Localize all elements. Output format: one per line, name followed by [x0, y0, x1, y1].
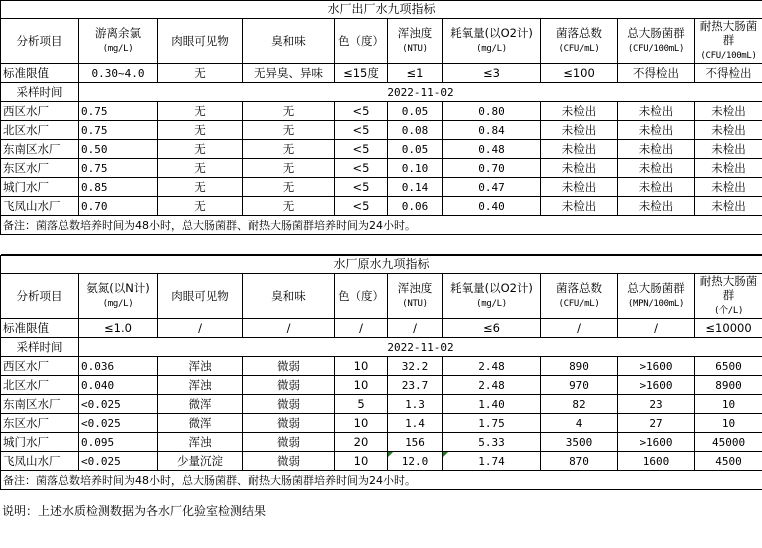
table-row — [1, 102, 762, 121]
table-cell: 12.0 — [388, 452, 443, 471]
header-cell: 总大肠菌群 (CFU/100mL) — [618, 19, 695, 64]
table-cell: 未检出 — [541, 159, 618, 178]
finished-water-table — [0, 0, 762, 255]
header-cell: 菌落总数 (CFU/mL) — [541, 19, 618, 64]
table-cell: 无 — [158, 140, 243, 159]
table-cell: 未检出 — [618, 140, 695, 159]
table-cell: 不得检出 — [618, 64, 695, 83]
table-cell: ≤15度 — [335, 64, 388, 83]
table-cell: 未检出 — [618, 159, 695, 178]
header-cell: 肉眼可见物 — [158, 19, 243, 64]
table-cell: >1600 — [618, 433, 695, 452]
table-cell: 4 — [541, 414, 618, 433]
table-cell: 无 — [243, 197, 335, 216]
table-cell: 1.75 — [443, 414, 541, 433]
table-cell: >1600 — [618, 357, 695, 376]
table-cell: <0.025 — [79, 395, 158, 414]
table-cell: / — [388, 319, 443, 338]
table-cell: 未检出 — [541, 140, 618, 159]
header-cell: 氨氮(以N计) (mg/L) — [79, 274, 158, 319]
table-cell: 0.84 — [443, 121, 541, 140]
table-cell: 10 — [695, 395, 762, 414]
table-cell: 0.06 — [388, 197, 443, 216]
table-cell: ≤100 — [541, 64, 618, 83]
table-cell: 未检出 — [695, 121, 762, 140]
table-cell: 微浑 — [158, 395, 243, 414]
table-row — [1, 159, 762, 178]
table-cell: 0.036 — [79, 357, 158, 376]
table-cell: 0.14 — [388, 178, 443, 197]
table-title-row — [1, 1, 762, 19]
header-cell: 耐热大肠菌群 (个/L) — [695, 274, 762, 319]
header-cell: 臭和味 — [243, 19, 335, 64]
table-cell: 微弱 — [243, 452, 335, 471]
table-cell: 0.40 — [443, 197, 541, 216]
table-cell: 0.85 — [79, 178, 158, 197]
table-cell: 无异臭、异味 — [243, 64, 335, 83]
table-cell: 6500 — [695, 357, 762, 376]
table-title: 水厂原水九项指标 — [1, 256, 762, 274]
table-row — [1, 452, 762, 471]
plant-name: 东南区水厂 — [1, 395, 79, 414]
plant-name: 飞凤山水厂 — [1, 197, 79, 216]
table-cell: 未检出 — [618, 178, 695, 197]
plant-name: 飞凤山水厂 — [1, 452, 79, 471]
header-cell: 菌落总数 (CFU/mL) — [541, 274, 618, 319]
header-cell: 分析项目 — [1, 19, 79, 64]
table-cell: 未检出 — [695, 178, 762, 197]
table-cell: / — [335, 319, 388, 338]
note-row — [1, 471, 762, 490]
header-row — [1, 274, 762, 319]
header-cell: 耗氧量(以O2计) (mg/L) — [443, 274, 541, 319]
table-cell: 0.75 — [79, 159, 158, 178]
table-cell: ≤6 — [443, 319, 541, 338]
table-cell: 无 — [158, 178, 243, 197]
table-note: 备注：菌落总数培养时间为48小时，总大肠菌群、耐热大肠菌群培养时间为24小时。 — [1, 471, 762, 490]
table-cell: 0.70 — [443, 159, 541, 178]
table-cell: 未检出 — [541, 121, 618, 140]
table-cell: 27 — [618, 414, 695, 433]
table-cell: 0.08 — [388, 121, 443, 140]
table-cell: <0.025 — [79, 414, 158, 433]
table-cell: 浑浊 — [158, 433, 243, 452]
table-cell: 10 — [335, 357, 388, 376]
plant-name: 城门水厂 — [1, 178, 79, 197]
header-cell: 总大肠菌群 (MPN/100mL) — [618, 274, 695, 319]
sampling-date: 2022-11-02 — [79, 338, 762, 357]
header-cell: 色（度） — [335, 274, 388, 319]
table-cell: 未检出 — [541, 197, 618, 216]
table-cell: 970 — [541, 376, 618, 395]
table-cell: 10 — [335, 376, 388, 395]
table-cell: 0.040 — [79, 376, 158, 395]
table-cell: 10 — [695, 414, 762, 433]
table-cell: 5.33 — [443, 433, 541, 452]
table-cell: 微弱 — [243, 433, 335, 452]
table-row — [1, 376, 762, 395]
header-cell: 肉眼可见物 — [158, 274, 243, 319]
standard-limit-row — [1, 64, 762, 83]
table-cell: ≤1.0 — [79, 319, 158, 338]
table-cell: 无 — [243, 102, 335, 121]
note-row — [1, 216, 762, 235]
row-label: 标准限值 — [1, 64, 79, 83]
table-cell: 0.47 — [443, 178, 541, 197]
table-cell: 0.10 — [388, 159, 443, 178]
table-cell: <5 — [335, 102, 388, 121]
table-cell: 0.80 — [443, 102, 541, 121]
table-cell: 未检出 — [695, 140, 762, 159]
sampling-date-row — [1, 83, 762, 102]
plant-name: 东南区水厂 — [1, 140, 79, 159]
table-cell: 45000 — [695, 433, 762, 452]
table-row — [1, 121, 762, 140]
table-cell: 无 — [158, 64, 243, 83]
table-cell: 不得检出 — [695, 64, 762, 83]
header-cell: 分析项目 — [1, 274, 79, 319]
plant-name: 北区水厂 — [1, 376, 79, 395]
table-cell: ≤3 — [443, 64, 541, 83]
table-cell: 无 — [158, 102, 243, 121]
table-title-row — [1, 256, 762, 274]
table-cell: 4500 — [695, 452, 762, 471]
row-label: 标准限值 — [1, 319, 79, 338]
spacer-cell — [1, 235, 762, 255]
table-cell: / — [243, 319, 335, 338]
table-cell: 23.7 — [388, 376, 443, 395]
table-cell: 10 — [335, 414, 388, 433]
table-cell: 10 — [335, 452, 388, 471]
header-cell: 浑浊度 (NTU) — [388, 19, 443, 64]
table-cell: 浑浊 — [158, 376, 243, 395]
table-row — [1, 395, 762, 414]
table-cell: 未检出 — [541, 102, 618, 121]
table-cell: 0.095 — [79, 433, 158, 452]
table-row — [1, 357, 762, 376]
table-cell: <0.025 — [79, 452, 158, 471]
table-cell: 1600 — [618, 452, 695, 471]
table-cell: 微弱 — [243, 395, 335, 414]
table-cell: <5 — [335, 121, 388, 140]
table-cell: 82 — [541, 395, 618, 414]
table-cell: 1.3 — [388, 395, 443, 414]
header-cell: 耗氧量(以O2计) (mg/L) — [443, 19, 541, 64]
table-row — [1, 140, 762, 159]
table-cell: 未检出 — [618, 197, 695, 216]
table-title: 水厂出厂水九项指标 — [1, 1, 762, 19]
table-cell: 2.48 — [443, 357, 541, 376]
footer-note: 说明：上述水质检测数据为各水厂化验室检测结果 — [2, 504, 267, 518]
table-cell: 8900 — [695, 376, 762, 395]
raw-water-table — [0, 255, 762, 490]
table-cell: 23 — [618, 395, 695, 414]
header-cell: 耐热大肠菌群 (CFU/100mL) — [695, 19, 762, 64]
table-cell: 少量沉淀 — [158, 452, 243, 471]
table-cell: 3500 — [541, 433, 618, 452]
table-cell: 无 — [243, 159, 335, 178]
plant-name: 东区水厂 — [1, 414, 79, 433]
table-cell: 未检出 — [695, 102, 762, 121]
table-cell: 32.2 — [388, 357, 443, 376]
table-cell: 0.05 — [388, 140, 443, 159]
table-cell: 0.48 — [443, 140, 541, 159]
table-cell: <5 — [335, 197, 388, 216]
table-cell: 无 — [158, 197, 243, 216]
table-cell: 未检出 — [618, 102, 695, 121]
plant-name: 西区水厂 — [1, 357, 79, 376]
table-cell: 0.30~4.0 — [79, 64, 158, 83]
header-cell: 浑浊度 (NTU) — [388, 274, 443, 319]
table-cell: 微浑 — [158, 414, 243, 433]
header-cell: 游离余氯 (mg/L) — [79, 19, 158, 64]
table-note: 备注：菌落总数培养时间为48小时，总大肠菌群、耐热大肠菌群培养时间为24小时。 — [1, 216, 762, 235]
table-cell: 未检出 — [695, 197, 762, 216]
table-cell: 0.70 — [79, 197, 158, 216]
header-cell: 臭和味 — [243, 274, 335, 319]
sampling-date: 2022-11-02 — [79, 83, 762, 102]
table-cell: 5 — [335, 395, 388, 414]
table-cell: 微弱 — [243, 357, 335, 376]
plant-name: 东区水厂 — [1, 159, 79, 178]
table-cell: 156 — [388, 433, 443, 452]
sampling-date-row — [1, 338, 762, 357]
table-cell: 1.40 — [443, 395, 541, 414]
header-row — [1, 19, 762, 64]
table-cell: 浑浊 — [158, 357, 243, 376]
table-cell: 无 — [243, 178, 335, 197]
table-cell: 1.4 — [388, 414, 443, 433]
table-cell: 未检出 — [541, 178, 618, 197]
standard-limit-row — [1, 319, 762, 338]
table-cell: / — [618, 319, 695, 338]
table-cell: 0.05 — [388, 102, 443, 121]
table-cell: 0.75 — [79, 102, 158, 121]
table-cell: / — [158, 319, 243, 338]
table-cell: ≤10000 — [695, 319, 762, 338]
row-label: 采样时间 — [1, 83, 79, 102]
table-cell: <5 — [335, 159, 388, 178]
table-cell: 无 — [243, 121, 335, 140]
spacer-row — [1, 235, 762, 255]
table-cell: 2.48 — [443, 376, 541, 395]
table-cell: >1600 — [618, 376, 695, 395]
table-row — [1, 178, 762, 197]
table-cell: 1.74 — [443, 452, 541, 471]
table-cell: <5 — [335, 140, 388, 159]
table-row — [1, 433, 762, 452]
table-cell: 微弱 — [243, 376, 335, 395]
plant-name: 城门水厂 — [1, 433, 79, 452]
table-cell: 890 — [541, 357, 618, 376]
table-cell: 870 — [541, 452, 618, 471]
table-cell: <5 — [335, 178, 388, 197]
table-row — [1, 414, 762, 433]
plant-name: 西区水厂 — [1, 102, 79, 121]
table-cell: 无 — [243, 140, 335, 159]
table-cell: 无 — [158, 121, 243, 140]
plant-name: 北区水厂 — [1, 121, 79, 140]
table-cell: 20 — [335, 433, 388, 452]
table-cell: 微弱 — [243, 414, 335, 433]
table-row — [1, 197, 762, 216]
table-cell: 无 — [158, 159, 243, 178]
table-cell: 0.50 — [79, 140, 158, 159]
header-cell: 色（度） — [335, 19, 388, 64]
table-cell: 未检出 — [618, 121, 695, 140]
table-cell: 0.75 — [79, 121, 158, 140]
table-cell: 未检出 — [695, 159, 762, 178]
table-cell: ≤1 — [388, 64, 443, 83]
table-cell: / — [541, 319, 618, 338]
row-label: 采样时间 — [1, 338, 79, 357]
